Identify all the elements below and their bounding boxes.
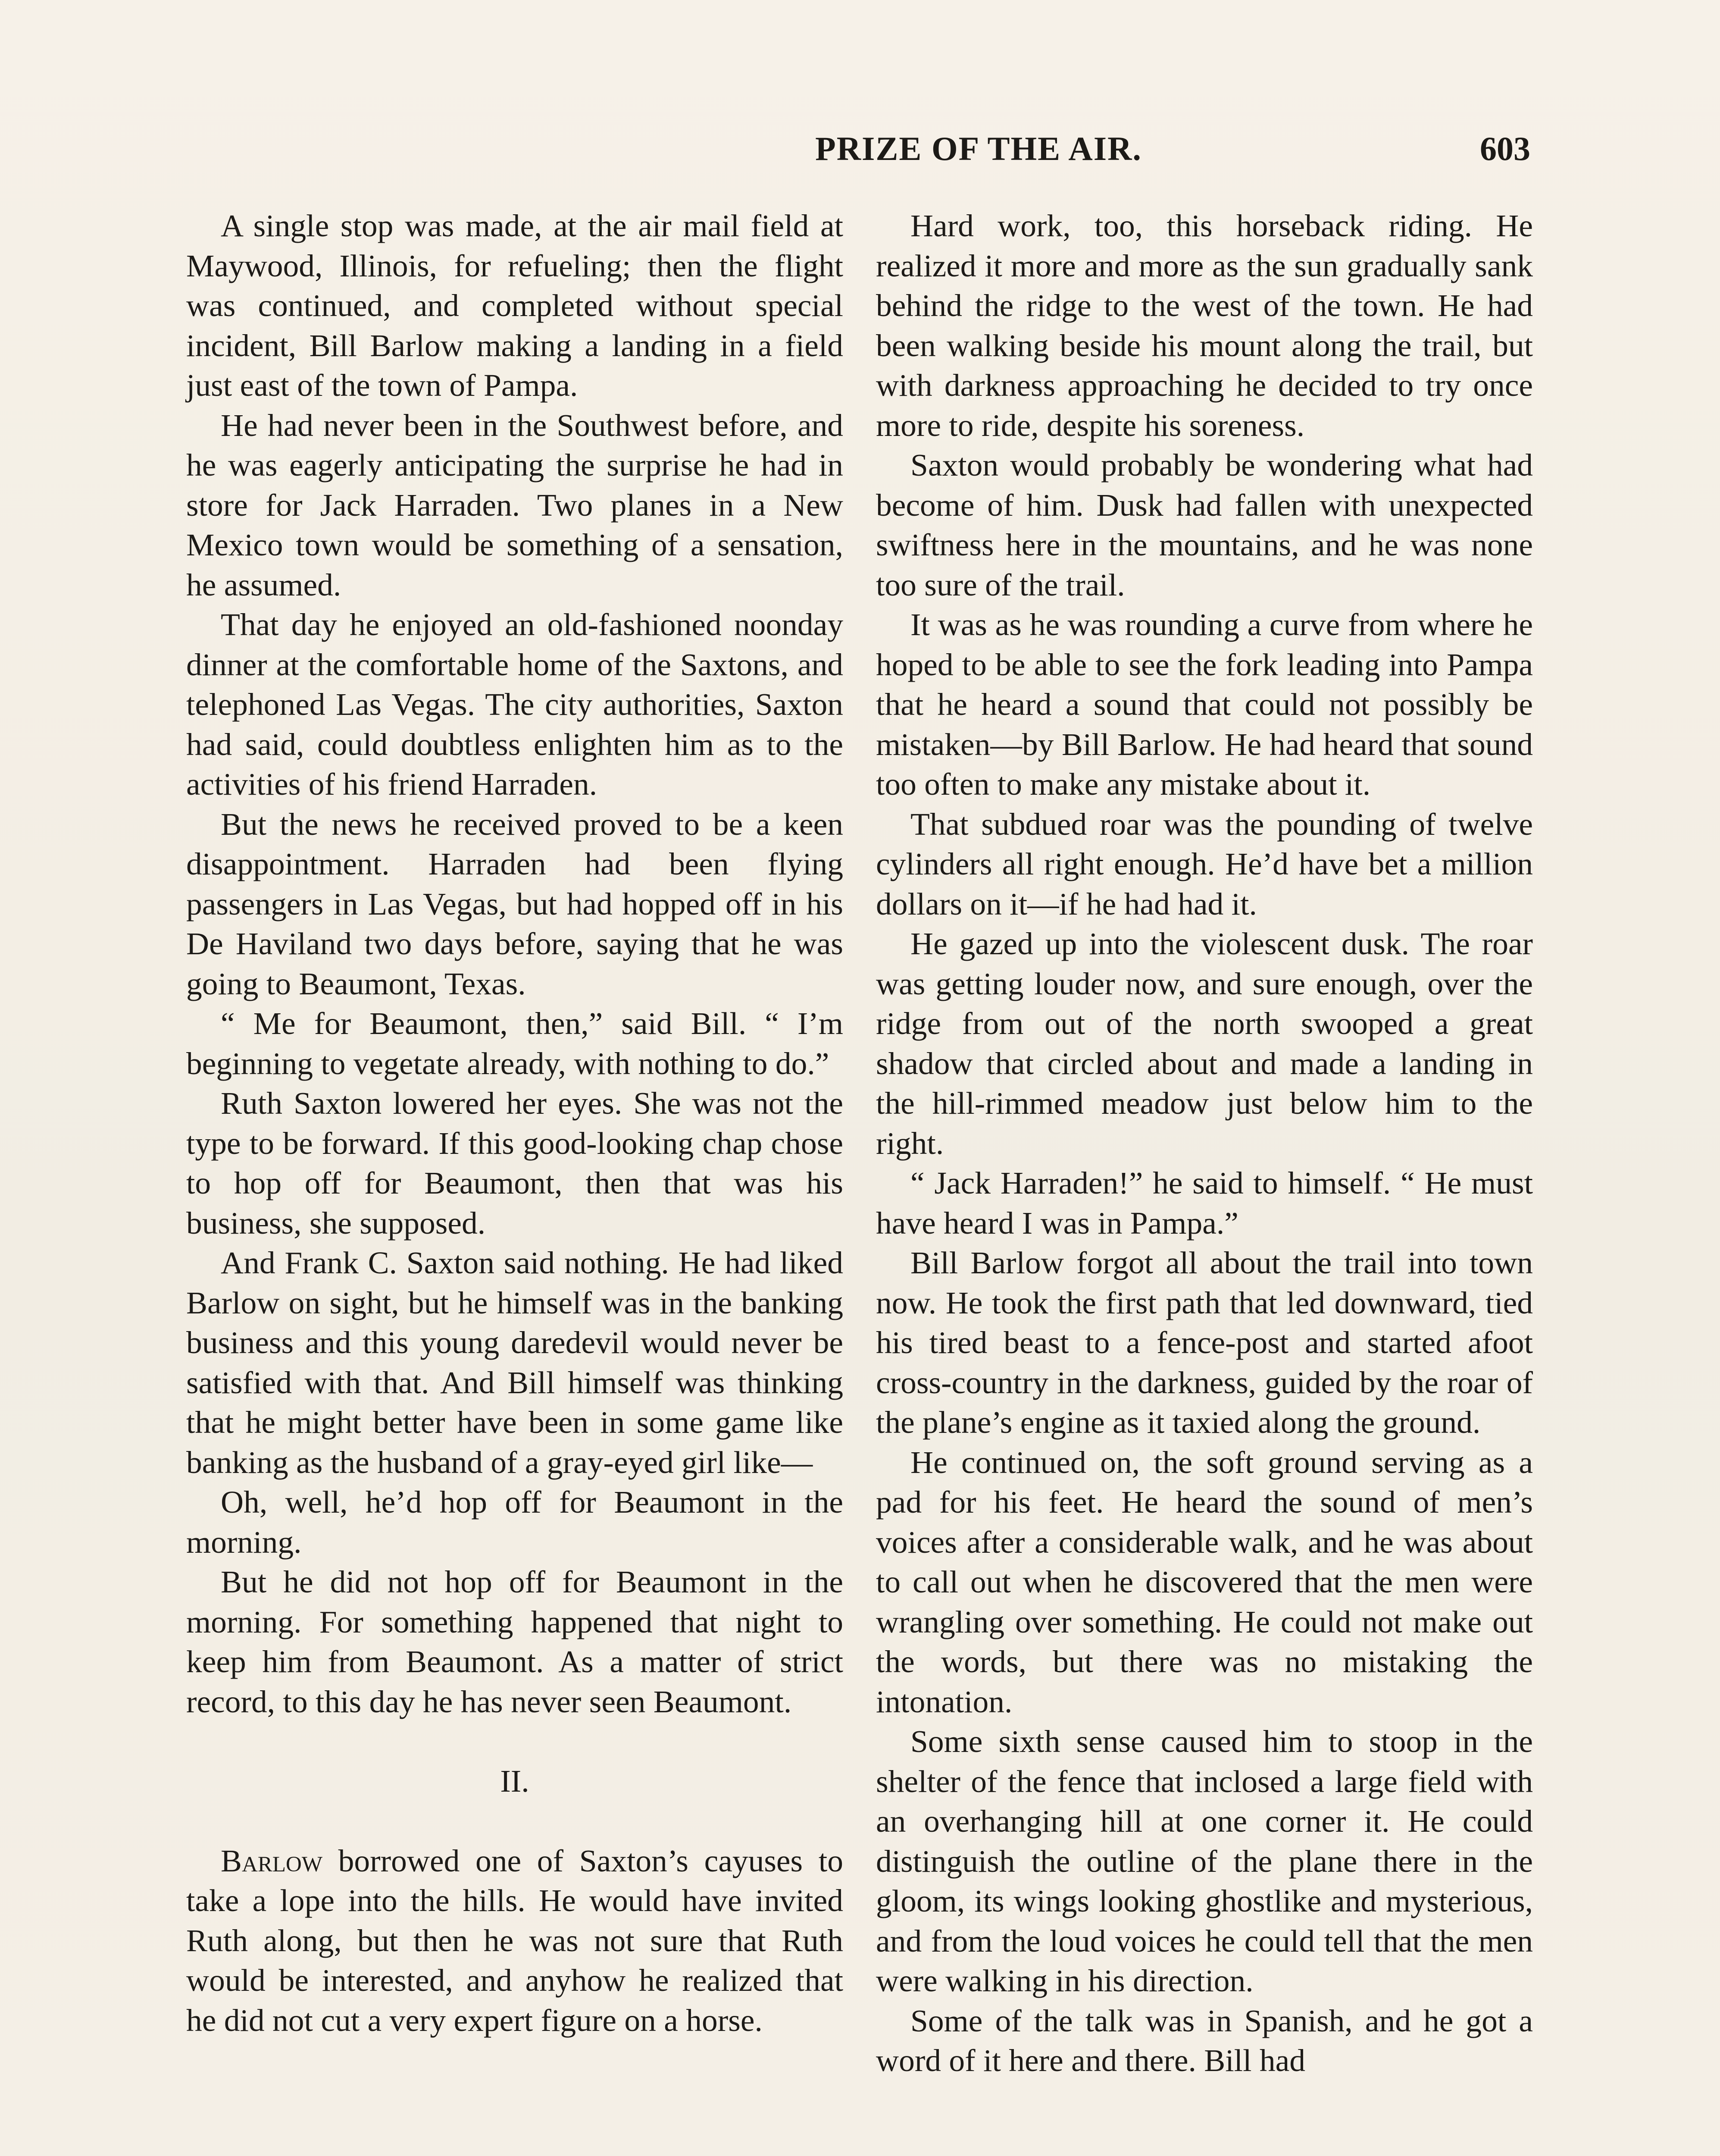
paragraph: Hard work, too, this horseback riding. He realized it more and more as the sun gradually sank behind the ridge to the west of the town. He had been walking beside his mount along the trail, but with darkness approaching he decided to try once more to ride, despite his soreness. bbox=[876, 208, 1533, 443]
paragraph: “ Jack Harraden!” he said to himself. “ He must have heard I was in Pampa.” bbox=[876, 1166, 1533, 1241]
paragraph: Oh, well, he’d hop off for Beaumont in the morning. bbox=[186, 1485, 843, 1560]
paragraph: And Frank C. Saxton said nothing. He had liked Barlow on sight, but he himself was in the banking business and this young daredevil would never be satisfied with that. And Bill himself was thinking that he might better have been in some game like banking as the husband of a gray-eyed girl like— bbox=[186, 1245, 843, 1480]
paragraph: It was as he was rounding a curve from where he hoped to be able to see the fork leading into Pampa that he heard a sound that could not possibly be mistaken—by Bill Barlow. He had heard that sound too often to make any mistake about it. bbox=[876, 607, 1533, 802]
paragraph: He continued on, the soft ground serving as a pad for his feet. He heard the sound of men’s voices after a considerable walk, and he was about to call out when he discovered that the men were wrangling over something. He could not make out the words, but there was no mistaking the intonation. bbox=[876, 1445, 1533, 1719]
section-lead-text: borrowed one of Saxton’s cayuses to take a lope into the hills. He would have invited Ruth along, but then he was not sure that Ruth would be interested, and anyhow he realized that he did not cut a very expert figure on a horse. bbox=[186, 1843, 843, 2038]
section-lead-word: Barlow bbox=[221, 1843, 322, 1878]
paragraph: He had never been in the Southwest before, and he was eagerly anticipating the surprise he had in store for Jack Harraden. Two planes in a New Mexico town would be something of a sensation, he assumed. bbox=[186, 407, 843, 602]
paragraph: Saxton would probably be wondering what had become of him. Dusk had fallen with unexpected swiftness here in the mountains, and he was none too sure of the trail. bbox=[876, 448, 1533, 602]
paragraph: That day he enjoyed an old-fashioned noonday dinner at the comfortable home of the Saxtons, and telephoned Las Vegas. The city authorities, Saxton had said, could doubtless enlighten him as to the activities of his friend Harraden. bbox=[186, 607, 843, 802]
paragraph: Ruth Saxton lowered her eyes. She was not the type to be forward. If this good-looking chap chose to hop off for Beaumont, then that was his business, she supposed. bbox=[186, 1086, 843, 1241]
paragraph: He gazed up into the violescent dusk. The roar was getting louder now, and sure enough, over the ridge from out of the north swooped a great shadow that circled about and made a landing in the hill-rimmed meadow just below him to the right. bbox=[876, 926, 1533, 1161]
paragraph: But he did not hop off for Beaumont in the morning. For something happened that night to keep him from Beaumont. As a matter of strict record, to this day he has never seen Beaumont. bbox=[186, 1564, 843, 1719]
running-header bbox=[185, 129, 1530, 181]
left-column bbox=[186, 206, 843, 2040]
paragraph: Bill Barlow forgot all about the trail into town now. He took the first path that led downward, tied his tired beast to a fence-post and started afoot cross-country in the darkness, guided by the roar of the plane’s engine as it taxied along the ground. bbox=[876, 1245, 1533, 1440]
right-column bbox=[876, 206, 1533, 2081]
paragraph: Some sixth sense caused him to stoop in the shelter of the fence that inclosed a large field with an overhanging hill at one corner it. He could distinguish the outline of the plane there in the gloom, its wings looking ghostlike and mysterious, and from the loud voices he could tell that the men were walking in his direction. bbox=[876, 1724, 1533, 1998]
page-number: 603 bbox=[1480, 130, 1530, 167]
section-opening-paragraph bbox=[186, 1841, 843, 2041]
paragraph: Some of the talk was in Spanish, and he got a word of it here and there. Bill had bbox=[876, 2003, 1533, 2078]
paragraph: But the news he received proved to be a keen disappointment. Harraden had been flying passengers in Las Vegas, but had hopped off in his De Haviland two days before, saying that he was going to Beaumont, Texas. bbox=[186, 806, 843, 1001]
section-heading: II. bbox=[500, 1764, 529, 1799]
paragraph: “ Me for Beaumont, then,” said Bill. “ I’m beginning to vegetate already, with nothing to do.” bbox=[186, 1006, 843, 1081]
paragraph: A single stop was made, at the air mail field at Maywood, Illinois, for refueling; then the flight was continued, and completed without special incident, Bill Barlow making a landing in a field just east of the town of Pampa. bbox=[186, 208, 843, 403]
paragraph: That subdued roar was the pounding of twelve cylinders all right enough. He’d have bet a million dollars on it—if he had had it. bbox=[876, 806, 1533, 921]
running-title: PRIZE OF THE AIR. bbox=[815, 130, 1142, 167]
